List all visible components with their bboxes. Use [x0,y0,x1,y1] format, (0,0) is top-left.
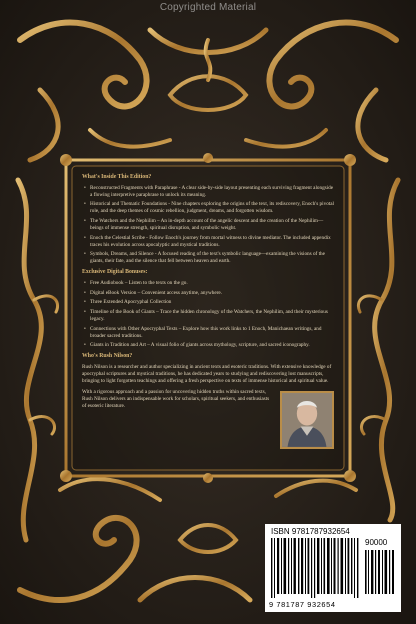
addon-barcode-icon [365,550,395,594]
bonuses-title: Exclusive Digital Bonuses: [82,269,148,276]
author-bio-row [82,389,334,449]
author-title: Who's Rush Nilson? [82,353,133,360]
list-item: • Timeline of the Book of Giants – Trace the hidden chronology of the Watchers, the Nephilim, and their mysterious legacy. [90,309,334,323]
description-panel [74,170,342,468]
barcode-icon [271,538,359,598]
barcode-label [265,524,401,612]
barcode-digits: 9 781787 932654 [269,600,336,609]
inside-list [82,185,334,266]
person-icon [282,393,332,447]
list-item: • Three Extended Apocryphal Collection [90,299,334,306]
list-item: • Giants in Tradition and Art – A visual folio of giants across mythology, scripture, and sacred iconography. [90,342,334,349]
list-item: • Symbols, Dreams, and Silence - A focused reading of the text's symbolic language—examining the visions of the giants, their fate, and the silence that fell between heaven and earth. [90,251,334,265]
author-bio-1: Rush Nilson is a researcher and author specializing in ancient texts and esoteric traditions. With extensive knowledge of apocryphal scriptures and mystical traditions, he has dedicated years to studying and rediscovering lost manuscripts, bringing to light forgotten teachings and offering a fresh perspective on texts of immense historical and spiritual value. [82,364,332,385]
price-code: 90000 [365,538,388,547]
list-item: • Digital eBook Version – Convenient access anytime, anywhere. [90,290,334,297]
list-item: • Reconstructed Fragments with Paraphrase - A clear side-by-side layout presenting each surviving fragment alongside a flowing interpretive paraphrase to unlock its meaning. [90,185,334,199]
list-item: • The Watchers and the Nephilim – An in-depth account of the angelic descent and the creation of the Nephilim—beings of immense strength, spiritual disruption, and symbolic weight. [90,218,334,232]
author-portrait [280,391,334,449]
author-bio-2: With a rigorous approach and a passion for uncovering hidden truths within sacred texts, Rush Nilson delivers an indispensable work for scholars, spiritual seekers, and enthusiasts of esoteric literature. [82,389,270,410]
watermark-text: Copyrighted Material [159,2,257,13]
list-item: • Free Audiobook – Listen to the texts on the go. [90,280,334,287]
inside-title: What's Inside This Edition? [82,174,152,180]
bonuses-list [82,280,334,349]
isbn-text: ISBN 9781787932654 [271,527,350,536]
list-item: • Connections with Other Apocryphal Texts – Explore how this work links to 1 Enoch, Manichaean writings, and broader sacred traditions. [90,326,334,340]
list-item: • Enoch the Celestial Scribe - Follow Enoch's journey from mortal witness to divine mediator. The included appendix traces his evolution across apocalyptic and mystical traditions. [90,235,334,249]
list-item: • Historical and Thematic Foundations - Nine chapters exploring the origins of the text, its rediscovery, Enoch's pivotal role, and the deep themes of cosmic rebellion, judgment, dreams, and forgotten wisdom. [90,201,334,215]
